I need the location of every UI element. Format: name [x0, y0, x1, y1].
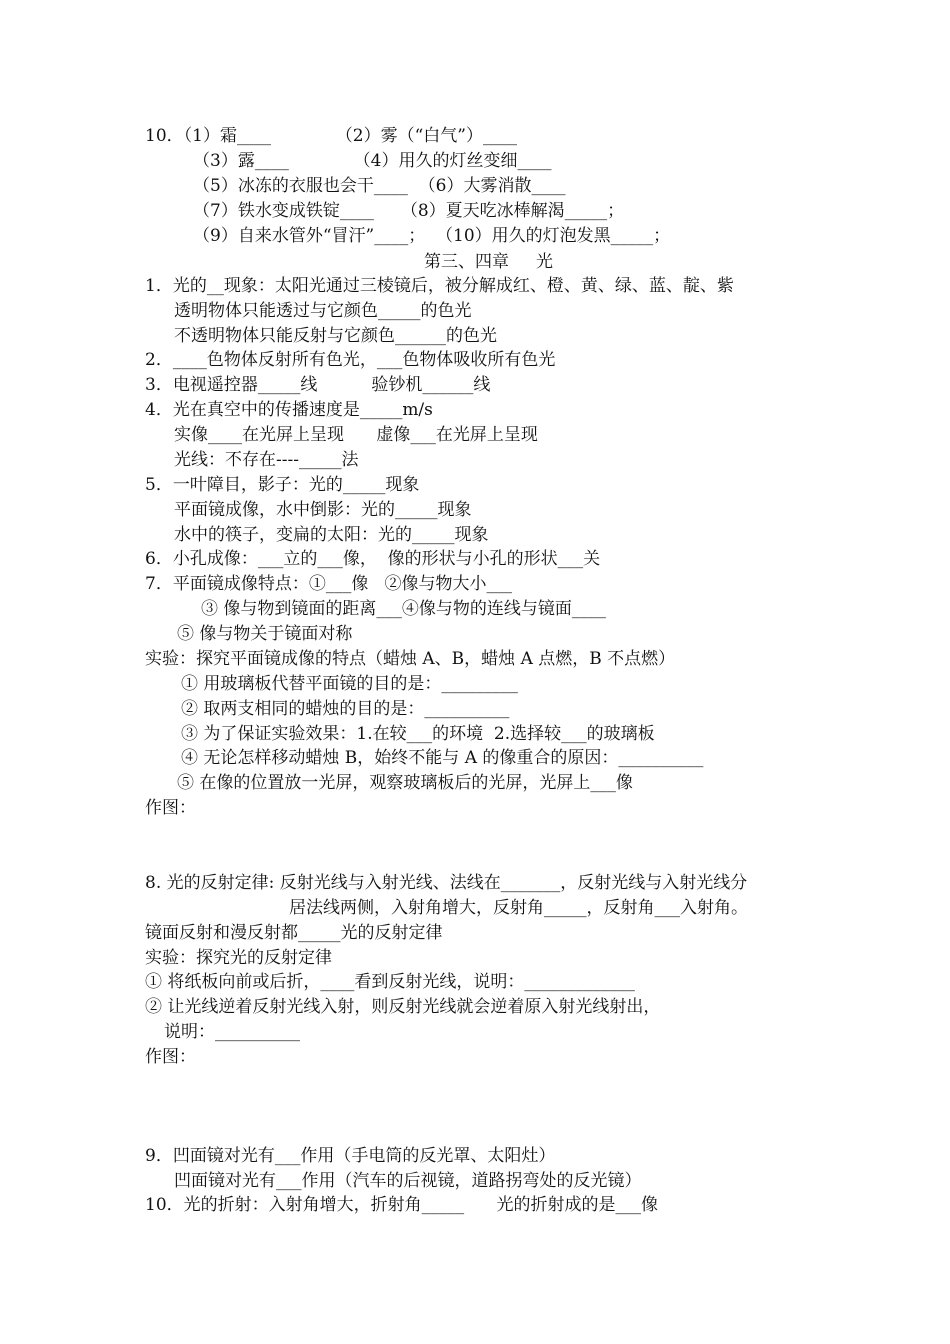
text-line: （9）自来水管外“冒汗”____； （10）用久的灯泡发黑_____； [193, 226, 671, 246]
text-line: 7．平面镜成像特点：①___像 ②像与物大小___ [145, 574, 513, 594]
text-line: ④ 无论怎样移动蜡烛 B，始终不能与 A 的像重合的原因：__________ [181, 748, 704, 768]
text-line: 4．光在真空中的传播速度是_____m/s [145, 400, 433, 420]
text-line: 10．（1）霜____ （2）雾（“白气”）____ [145, 126, 517, 146]
text-line: 不透明物体只能反射与它颜色______的色光 [174, 326, 497, 346]
text-line: ⑤ 在像的位置放一光屏，观察玻璃板后的光屏，光屏上___像 [177, 773, 633, 793]
chapter-heading: 第三、四章 光 [424, 252, 554, 272]
text-line: 作图： [145, 798, 196, 818]
text-line: ② 让光线逆着反射光线入射，则反射光线就会逆着原入射光线射出， [145, 997, 661, 1017]
text-line: 实验：探究平面镜成像的特点（蜡烛 A、B，蜡烛 A 点燃，B 不点燃） [145, 649, 676, 669]
text-line: 实验：探究光的反射定律 [145, 948, 332, 968]
text-line: 水中的筷子，变扁的太阳：光的_____现象 [174, 525, 489, 545]
text-line: ① 用玻璃板代替平面镜的目的是：_________ [181, 674, 518, 694]
text-line: ⑤ 像与物关于镜面对称 [177, 624, 353, 644]
text-line: 平面镜成像，水中倒影：光的_____现象 [174, 500, 472, 520]
text-line: 说明：__________ [164, 1022, 300, 1042]
text-line: ② 取两支相同的蜡烛的目的是：__________ [181, 699, 510, 719]
text-line: 1．光的__现象：太阳光通过三棱镜后，被分解成红、橙、黄、绿、蓝、靛、紫 [145, 276, 734, 296]
text-line: （3）露____ （4）用久的灯丝变细____ [193, 151, 552, 171]
text-line: 光线：不存在----_____法 [174, 450, 359, 470]
text-line: 10．光的折射：入射角增大，折射角_____ 光的折射成的是___像 [145, 1195, 659, 1215]
text-line: 凹面镜对光有___作用（汽车的后视镜，道路拐弯处的反光镜） [174, 1171, 642, 1191]
text-line: 9．凹面镜对光有___作用（手电筒的反光罩、太阳灶） [145, 1146, 556, 1166]
text-line: ③ 像与物到镜面的距离___④像与物的连线与镜面____ [201, 599, 606, 619]
text-line: （5）冰冻的衣服也会干____ （6）大雾消散____ [193, 176, 566, 196]
text-line: 实像____在光屏上呈现 虚像___在光屏上呈现 [174, 425, 538, 445]
text-line: 透明物体只能透过与它颜色_____的色光 [174, 301, 472, 321]
text-line: 6．小孔成像：___立的___像， 像的形状与小孔的形状___关 [145, 549, 601, 569]
text-line: 2．____色物体反射所有色光，___色物体吸收所有色光 [145, 350, 556, 370]
text-line: 居法线两侧，入射角增大，反射角_____，反射角___入射角。 [289, 898, 748, 918]
text-line: （7）铁水变成铁锭____ （8）夏天吃冰棒解渴_____； [193, 201, 625, 221]
text-line: ③ 为了保证实验效果：1.在较___的环境 2.选择较___的玻璃板 [181, 724, 655, 744]
text-line: 镜面反射和漫反射都_____光的反射定律 [145, 923, 443, 943]
text-line: 3．电视遥控器_____线 验钞机______线 [145, 375, 491, 395]
text-line: 作图： [145, 1047, 196, 1067]
text-line: 5．一叶障目，影子：光的_____现象 [145, 475, 420, 495]
text-line: ① 将纸板向前或后折，____看到反射光线，说明：_____________ [145, 972, 635, 992]
text-line: 8. 光的反射定律: 反射光线与入射光线、法线在_______，反射光线与入射光线分 [145, 873, 748, 893]
